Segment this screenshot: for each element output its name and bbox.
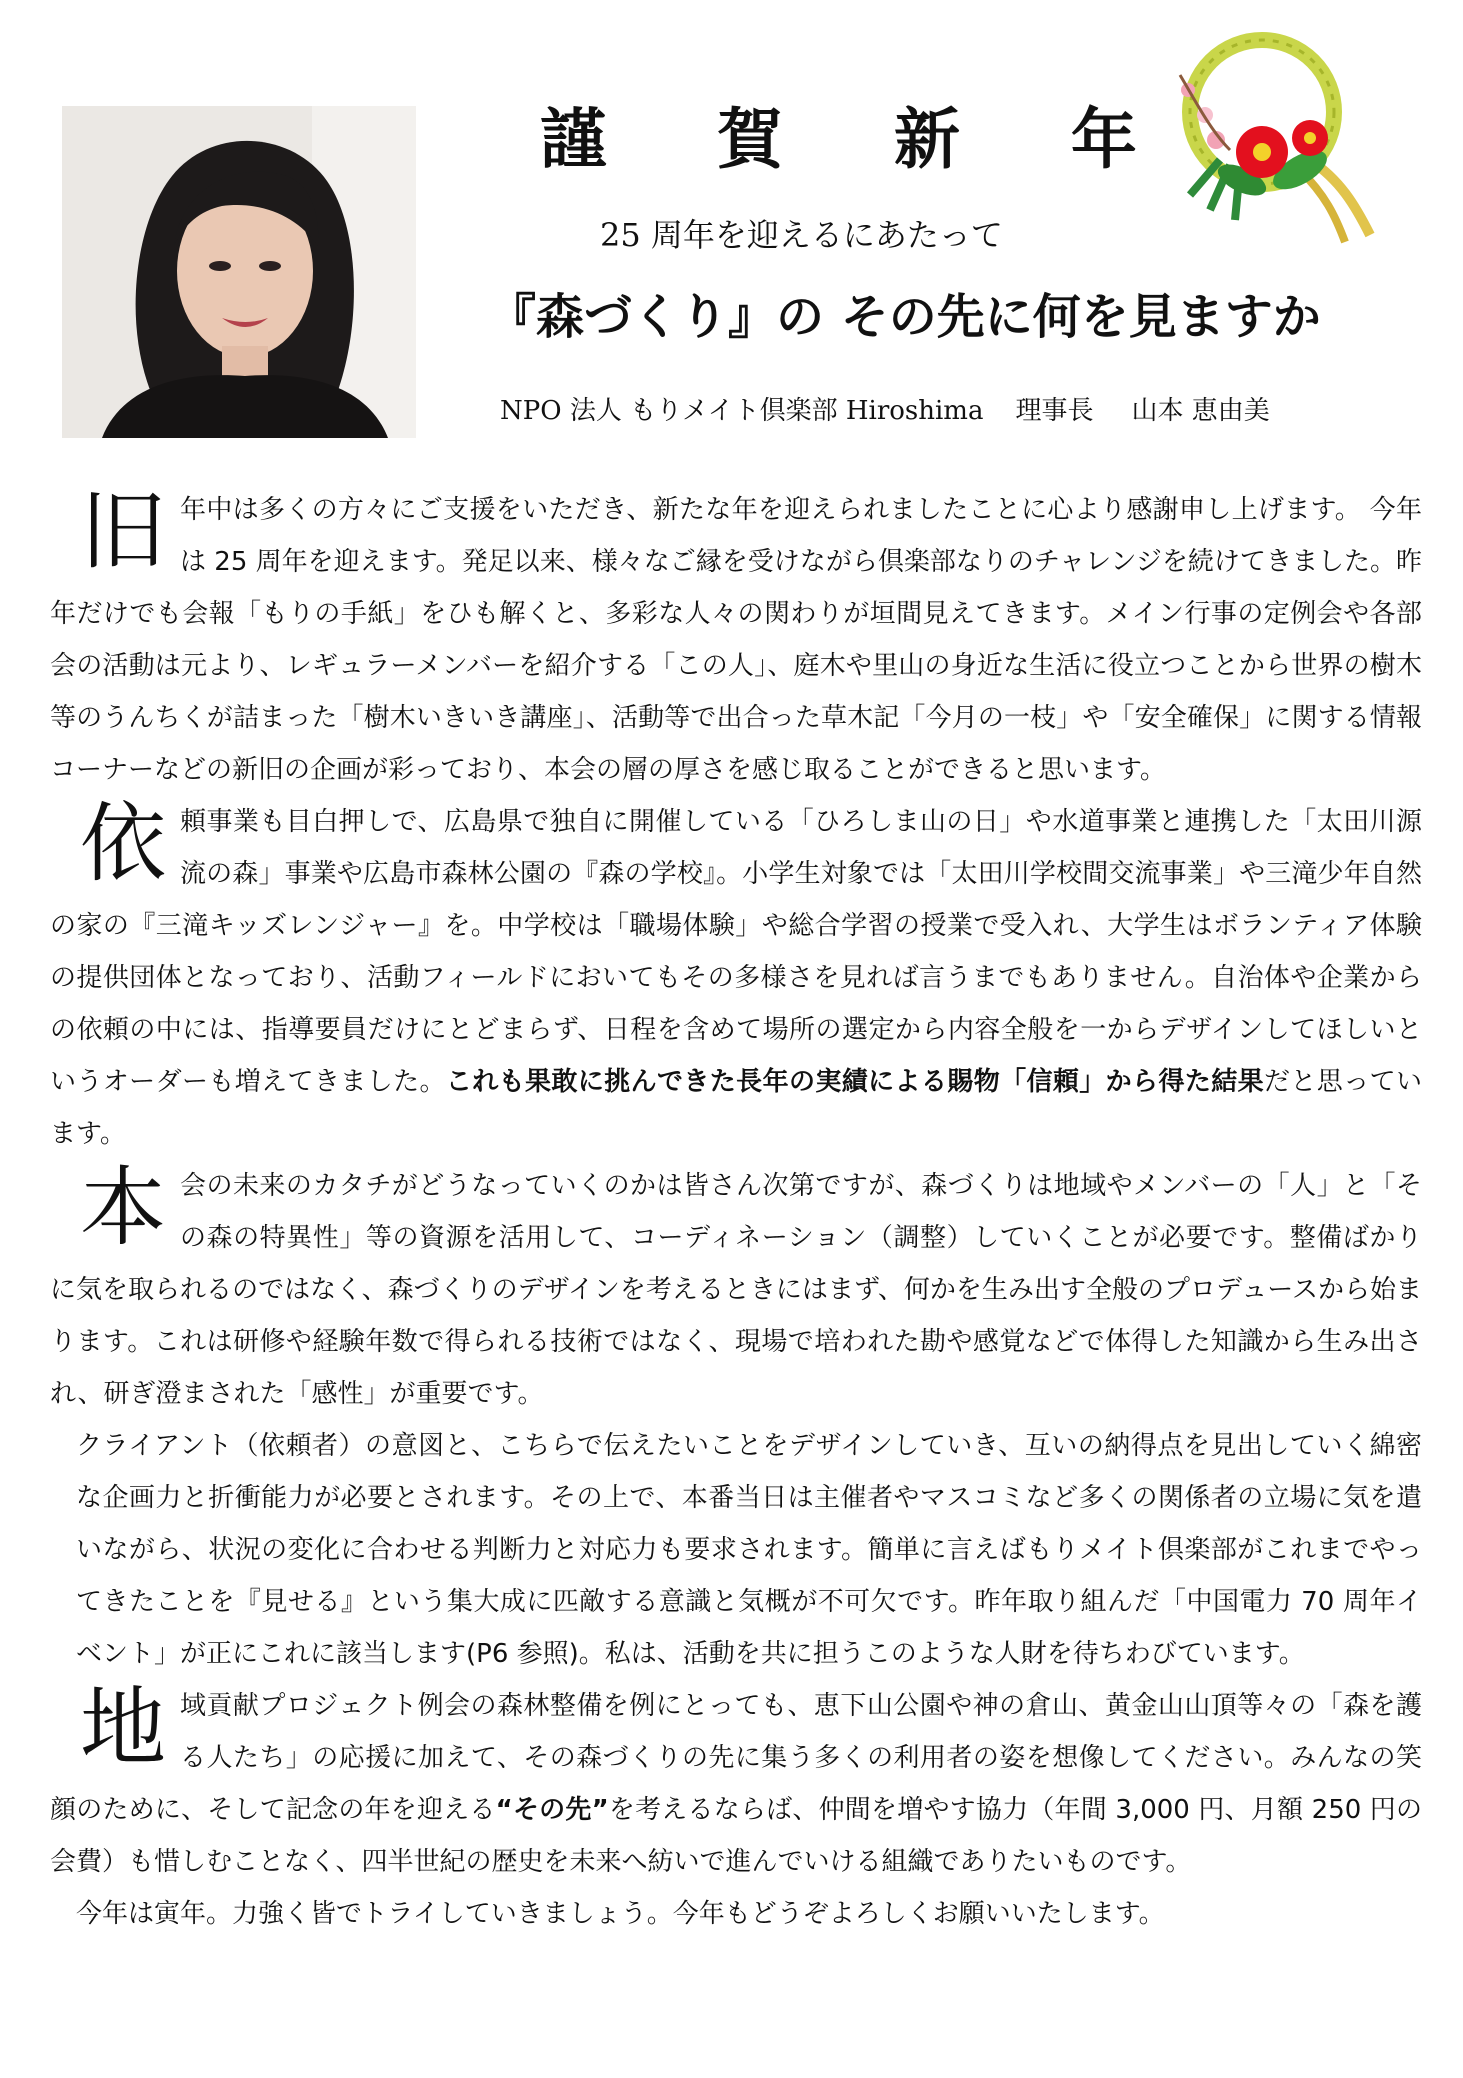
paragraph-3 bbox=[50, 1160, 1422, 1420]
paragraph-4: クライアント（依頼者）の意図と、こちらで伝えたいことをデザインしていき、互いの納得点を見出していく綿密な企画力と折衝能力が必要とされます。その上で、本番当日は主催者やマスコミなど多くの関係者の立場に気を遣いながら、状況の変化に合わせる判断力と対応力も要求されます。簡単に言えばもりメイト倶楽部がこれまでやってきたことを『見せる』という集大成に匹敵する意識と気概が不可欠です。昨年取り組んだ「中国電力 70 周年イベント」が正にこれに該当します(P6 参照)。私は、活動を共に担うこのような人財を待ちわびています。 bbox=[76, 1431, 1422, 1669]
paragraph-text: 会の未来のカタチがどうなっていくのかは皆さん次第ですが、森づくりは地域やメンバーの「人」と「その森の特異性」等の資源を活用して、コーディネーション（調整）していくことが必要です。整備ばかりに気を取られるのではなく、森づくりのデザインを考えるときにはまず、何かを生み出す全般のプロデュースから始まります。これは研修や経験年数で得られる技術ではなく、現場で培われた勘や感覚などで体得した知識から生み出され、研ぎ澄まされた「感性」が重要です。 bbox=[50, 1171, 1422, 1409]
paragraph-5 bbox=[50, 1680, 1422, 1888]
paragraph-text: 年中は多くの方々にご支援をいただき、新たな年を迎えられましたことに心より感謝申し上げます。 今年は 25 周年を迎えます。発足以来、様々なご縁を受けながら倶楽部なりのチャレンジを続けてきました。昨年だけでも会報「もりの手紙」をひも解くと、多彩な人々の関わりが垣間見えてきます。メイン行事の定例会や各部会の活動は元より、レギュラーメンバーを紹介する「この人」、庭木や里山の身近な生活に役立つことから世界の樹木等のうんちくが詰まった「樹木いきいき講座」、活動等で出合った草木記「今月の一枝」や「安全確保」に関する情報コーナーなどの新旧の企画が彩っており、本会の層の厚さを感じ取ることができると思います。 bbox=[50, 495, 1422, 785]
greeting-title: 謹 賀 新 年 bbox=[540, 100, 1181, 178]
portrait-photo bbox=[62, 106, 416, 438]
article-headline: 『森づくり』の その先に何を見ますか bbox=[488, 289, 1321, 345]
drop-cap: 旧 bbox=[80, 482, 166, 582]
anniversary-subtitle: 25 周年を迎えるにあたって bbox=[600, 216, 1003, 254]
portrait-image bbox=[62, 106, 416, 438]
paragraph-tail: だと思っています。 bbox=[50, 1067, 1422, 1149]
paragraph-tail: を考えるならば、仲間を増やす協力（年間 3,000 円、月額 250 円の会費）も惜しむことなく、四半世紀の歴史を未来へ紡いで進んでいける組織でありたいものです。 bbox=[50, 1795, 1422, 1877]
paragraph-2 bbox=[50, 796, 1422, 1160]
drop-cap: 本 bbox=[80, 1158, 166, 1258]
author-role: 理事長 bbox=[1015, 396, 1094, 426]
author-name: 山本 恵由美 bbox=[1131, 396, 1270, 426]
drop-cap: 依 bbox=[80, 794, 166, 894]
emphasis-text: これも果敢に挑んできた長年の実績による賜物「信頼」から得た結果 bbox=[445, 1067, 1265, 1097]
author-organization: NPO 法人 もりメイト倶楽部 Hiroshima bbox=[500, 396, 984, 426]
author-line bbox=[500, 390, 1400, 427]
paragraph-1 bbox=[50, 484, 1422, 796]
emphasis-text: “その先” bbox=[495, 1795, 609, 1825]
new-year-wreath-illustration bbox=[1150, 20, 1400, 250]
drop-cap: 地 bbox=[80, 1678, 166, 1778]
wreath-image bbox=[1150, 20, 1400, 250]
paragraph-text: 域貢献プロジェクト例会の森林整備を例にとっても、恵下山公園や神の倉山、黄金山山頂等々の「森を護る人たち」の応援に加えて、その森づくりの先に集う多くの利用者の姿を想像してください。みんなの笑顔のために、そして記念の年を迎える bbox=[50, 1691, 1422, 1825]
paragraph-6: 今年は寅年。力強く皆でトライしていきましょう。今年もどうぞよろしくお願いいたします。 bbox=[76, 1899, 1165, 1929]
paragraph-text: 頼事業も目白押しで、広島県で独自に開催している「ひろしま山の日」や水道事業と連携した「太田川源流の森」事業や広島市森林公園の『森の学校』。小学生対象では「太田川学校間交流事業」や三滝少年自然の家の『三滝キッズレンジャー』を。中学校は「職場体験」や総合学習の授業で受入れ、大学生はボランティア体験の提供団体となっており、活動フィールドにおいてもその多様さを見れば言うまでもありません。自治体や企業からの依頼の中には、指導要員だけにとどまらず、日程を含めて場所の選定から内容全般を一からデザインしてほしいというオーダーも増えてきました。 bbox=[50, 807, 1422, 1097]
article-body bbox=[50, 484, 1422, 1940]
